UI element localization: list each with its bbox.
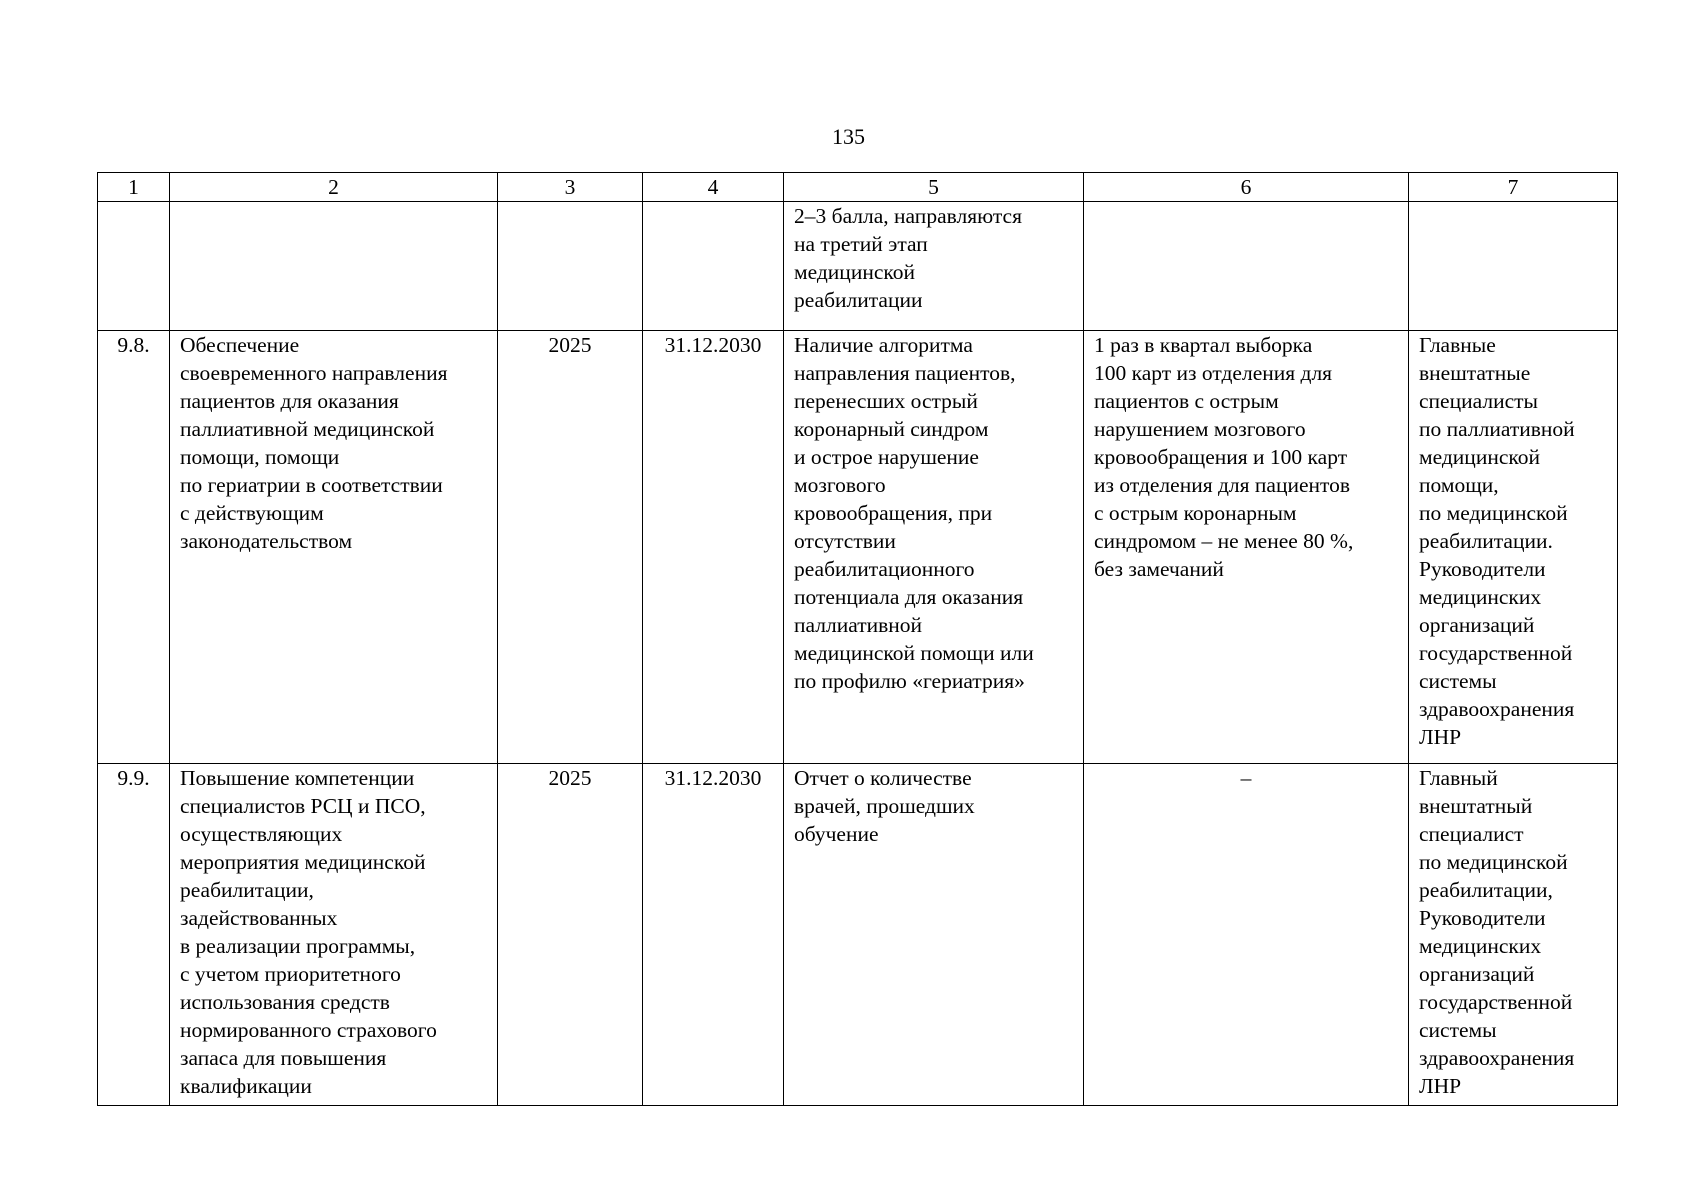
- responsible-cell: Главные внештатные специалисты по паллиативной медицинской помощи, по медицинской реабилитации. Руководители медицинских организаций государственной системы здравоохранения ЛНР: [1409, 331, 1618, 764]
- item-number-cell: 9.9.: [98, 764, 170, 1106]
- control-cell: 1 раз в квартал выборка 100 карт из отделения для пациентов с острым нарушением мозгового кровообращения и 100 карт из отделения для пациентов с острым коронарным синдромом – не менее 80 %, без замечаний: [1084, 331, 1409, 764]
- column-header: 6: [1084, 173, 1409, 202]
- result-cell: Отчет о количестве врачей, прошедших обучение: [784, 764, 1084, 1106]
- result-cell: Наличие алгоритма направления пациентов, перенесших острый коронарный синдром и острое нарушение мозгового кровообращения, при отсутствии реабилитационного потенциала для оказания паллиативной медицинской помощи или по профилю «гериатрия»: [784, 331, 1084, 764]
- end-date-cell: 31.12.2030: [643, 764, 784, 1106]
- table-row: [98, 764, 1618, 1106]
- control-cell: [1084, 202, 1409, 331]
- activity-cell: Повышение компетенции специалистов РСЦ и ПСО, осуществляющих мероприятия медицинской реабилитации, задействованных в реализации программы, с учетом приоритетного использования средств нормированного страхового запаса для повышения квалификации: [170, 764, 498, 1106]
- activity-cell: [170, 202, 498, 331]
- column-header: 4: [643, 173, 784, 202]
- plan-table: [97, 172, 1618, 1106]
- control-cell: –: [1084, 764, 1409, 1106]
- end-date-cell: 31.12.2030: [643, 331, 784, 764]
- responsible-cell: Главный внештатный специалист по медицинской реабилитации, Руководители медицинских организаций государственной системы здравоохранения ЛНР: [1409, 764, 1618, 1106]
- start-year-cell: [498, 202, 643, 331]
- column-header: 1: [98, 173, 170, 202]
- page-number: 135: [832, 124, 865, 149]
- start-year-cell: 2025: [498, 331, 643, 764]
- item-number-cell: [98, 202, 170, 331]
- table-row: [98, 202, 1618, 331]
- start-year-cell: 2025: [498, 764, 643, 1106]
- column-header: 5: [784, 173, 1084, 202]
- result-cell: 2–3 балла, направляются на третий этап медицинской реабилитации: [784, 202, 1084, 331]
- activity-cell: Обеспечение своевременного направления пациентов для оказания паллиативной медицинской помощи, помощи по гериатрии в соответствии с действующим законодательством: [170, 331, 498, 764]
- column-header: 3: [498, 173, 643, 202]
- column-number-header-row: [98, 173, 1618, 202]
- column-header: 7: [1409, 173, 1618, 202]
- end-date-cell: [643, 202, 784, 331]
- responsible-cell: [1409, 202, 1618, 331]
- column-header: 2: [170, 173, 498, 202]
- table-row: [98, 331, 1618, 764]
- item-number-cell: 9.8.: [98, 331, 170, 764]
